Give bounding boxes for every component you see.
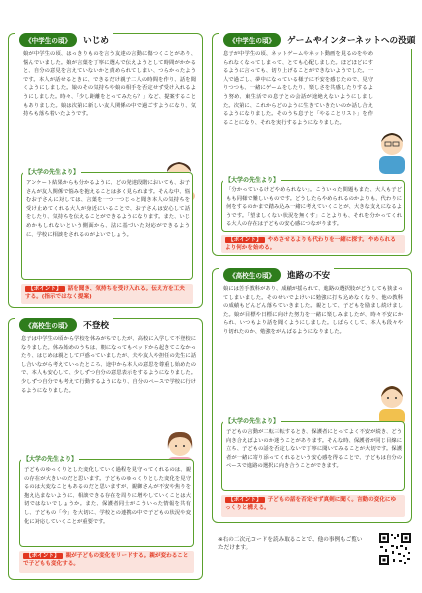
- teacher-comment: 子どものゆっくりとした変化していく過程を見守ってくれるのは、親の存在が大きいのだと思います。子どものゆっくりとした変化を見守るのは大変なこともあるのだと思いますが、親御さんが不安や焦りを抱え込まないように、相談できる存在を周りに増やしていくことは大切ではないでしょうか。また、保護者同士がこういった情報を共有し、子どもの「今」を大切に、学校との連携の中で子どもの状況や変化に対応していくことが重要です。: [24, 467, 191, 525]
- point-label: 【ポイント】: [225, 497, 265, 503]
- case-header: [219, 266, 334, 284]
- parent-story: 娘には苦手教科があり、成績が揺られて、進路の選択肢がどうしても狭まってしまいました。そのせいでよけいに勉強に打ち込めなくなり、他の教科の成績もどんどん落ちていきました。親として、子どもを励まし続けました。娘が目標や日標に向けた努力を一緒に楽しみましたが、時々不安にかられ、いつもより話を聞くようにしました。しばらくして、本人も段々やり切れたのか、勉強をがんばるようになりました。: [223, 286, 403, 335]
- case-header: [15, 316, 113, 334]
- point-text: 子どもの話を否定せず真剣に聞く。言動の変化にゆっくりと構える。: [225, 497, 397, 511]
- case-card-career: [212, 268, 412, 523]
- footer-note: ※右の二次元コードを読み取ることで、他の事例もご覧いただけます。: [218, 537, 363, 552]
- point-label: 【ポイント】: [25, 286, 65, 292]
- point-box: [221, 495, 405, 517]
- case-card-truancy: [8, 318, 203, 580]
- case-title: 進路の不安: [287, 271, 331, 281]
- teacher-label: 【大学の先生より】: [25, 169, 80, 176]
- period-tag: 《中学生の頃》: [19, 33, 77, 47]
- teacher-box: [221, 180, 405, 232]
- period-tag: 《高校生の頃》: [19, 318, 77, 332]
- teacher-box: [19, 459, 194, 547]
- case-title: ゲームやインターネットへの没頭: [287, 36, 416, 46]
- parent-story: 娘が中学生の頃、はっきりものを言う友達の言動に傷つくことがあり、悩んでいました。娘が言葉を丁寧に選んで伝えようとして時間がかかると、自分の意見を言えていないかと責められてしまい、つらかったようです。本人が話せるときに、できるだけ親子二人の時間を作り、話を聞くようにしました。娘のその気持ちや娘の相手を否定せず受け入れるようにしました。時々、「少し距離をとってみたら？」など、提案することもありました。娘は次第に新しい友人関係の中で過ごすようになり、気持ちも落ち着いたようです。: [23, 51, 196, 118]
- teacher-comment: 「分かっているけどやめられない」。こういった問題もまた、大人も子どもも同様で難しいものです。どうしたらやめられるのかよりも、代わりに何をするのかまで踏み込み一緒に考えていくことが、大きな支えになるようです。「望ましくない状況を無くす」ことよりも、それを分かってくれる大人の存在は子どもの安心感につながります。: [226, 187, 402, 228]
- case-title: 不登校: [83, 321, 109, 331]
- case-title: いじめ: [83, 36, 109, 46]
- parent-illustration-icon: [373, 379, 411, 425]
- point-text: 親が子どもの変化をリードする。親が変わることで子どもも変化する。: [23, 553, 189, 567]
- teacher-comment: アンケート結果からも分かるように、どの発達段階においても、お子さんが友人関係で悩みを抱えることは多く見られます。そんな中、悩むお子さんに対しては、言葉を一つ一つじっと聞き本人の気持ちを受け止めてくれる大人が身近にいることで、お子さんは安心して話をしたり、気持ちを伝えることができるようになります。また、いじめかもしれないという側面から、法に基づいた対応ができるように、学校に相談をされるのがよいでしょう。: [26, 180, 190, 238]
- teacher-label: 【大学の先生より】: [225, 177, 280, 184]
- period-tag: 《中学生の頃》: [223, 33, 281, 47]
- case-card-gaming: [212, 33, 416, 256]
- point-label: 【ポイント】: [23, 553, 63, 559]
- parent-story: 息子が中学生の頃、ネットゲームやネット動画を見るのをやめられなくなってしまって、とても心配しました。ほどほどにするように言っても、切り上げることができないようでした。一人で過ごし、夢中になっている様子に不安を感じたので、見守りつつも、一緒にゲームをしたり、楽しさを共感したりするよう努め、東生活での息子との会話が途絶えないようにしました。次第に、これからどのように生きていきたいのか話し合えるようになりました。そのうち息子と「やることリスト」を作ることになり、それを実行するようになりました。: [223, 51, 373, 126]
- teacher-box: [21, 172, 193, 280]
- case-card-bullying: [8, 33, 203, 308]
- teacher-label: 【大学の先生より】: [225, 418, 280, 425]
- teacher-comment: 子どもの言動が二転三転するとき、保護者にとってよく不安が続き、どう向き合えばよいのか迷うことがあります。そんな時、保護者が同じ目線に立ち、子どもの話を否定しないで丁寧に聞いてみることが大切です。保護者が一緒に寄り添ってくれるという安心感を得ることで、子どもは自分のペースで進路の選択に向き合うことができます。: [226, 429, 402, 470]
- teacher-label: 【大学の先生より】: [23, 456, 78, 463]
- point-box: [21, 284, 193, 304]
- case-header: [15, 31, 113, 49]
- point-label: 【ポイント】: [225, 237, 265, 243]
- point-text: 話を聞き、気持ちを受け入れる。伝え方を工夫する。(指示ではなく提案): [25, 286, 185, 300]
- point-box: [221, 235, 405, 253]
- parent-story: 息子は中学生の頃から学校を休みがちでしたが、高校に入学して不登校になりました。休み始めのうちは、朝になってもベッドから起きてこなかったり、はじめは親として戸惑っていましたが、夫や友人や担任の先生に話し合いながら考えていったところ、途中から本人の意思を尊重し始めたので、本人も安心して、少しずつ自分の意思表示をするようになりました。少しずつ自分でも考えて行動するようになり、自分のペースで学校に行けるようになりました。: [21, 336, 196, 394]
- parent-illustration-icon: [373, 126, 411, 174]
- point-text: やめさせるよりも代わりを一緒に探す。やめられるより何かを始める。: [225, 237, 396, 251]
- case-header: [219, 31, 419, 49]
- point-box: [19, 551, 194, 573]
- teacher-box: [221, 421, 405, 491]
- period-tag: 《高校生の頃》: [223, 268, 281, 282]
- qr-code-icon[interactable]: [378, 532, 412, 566]
